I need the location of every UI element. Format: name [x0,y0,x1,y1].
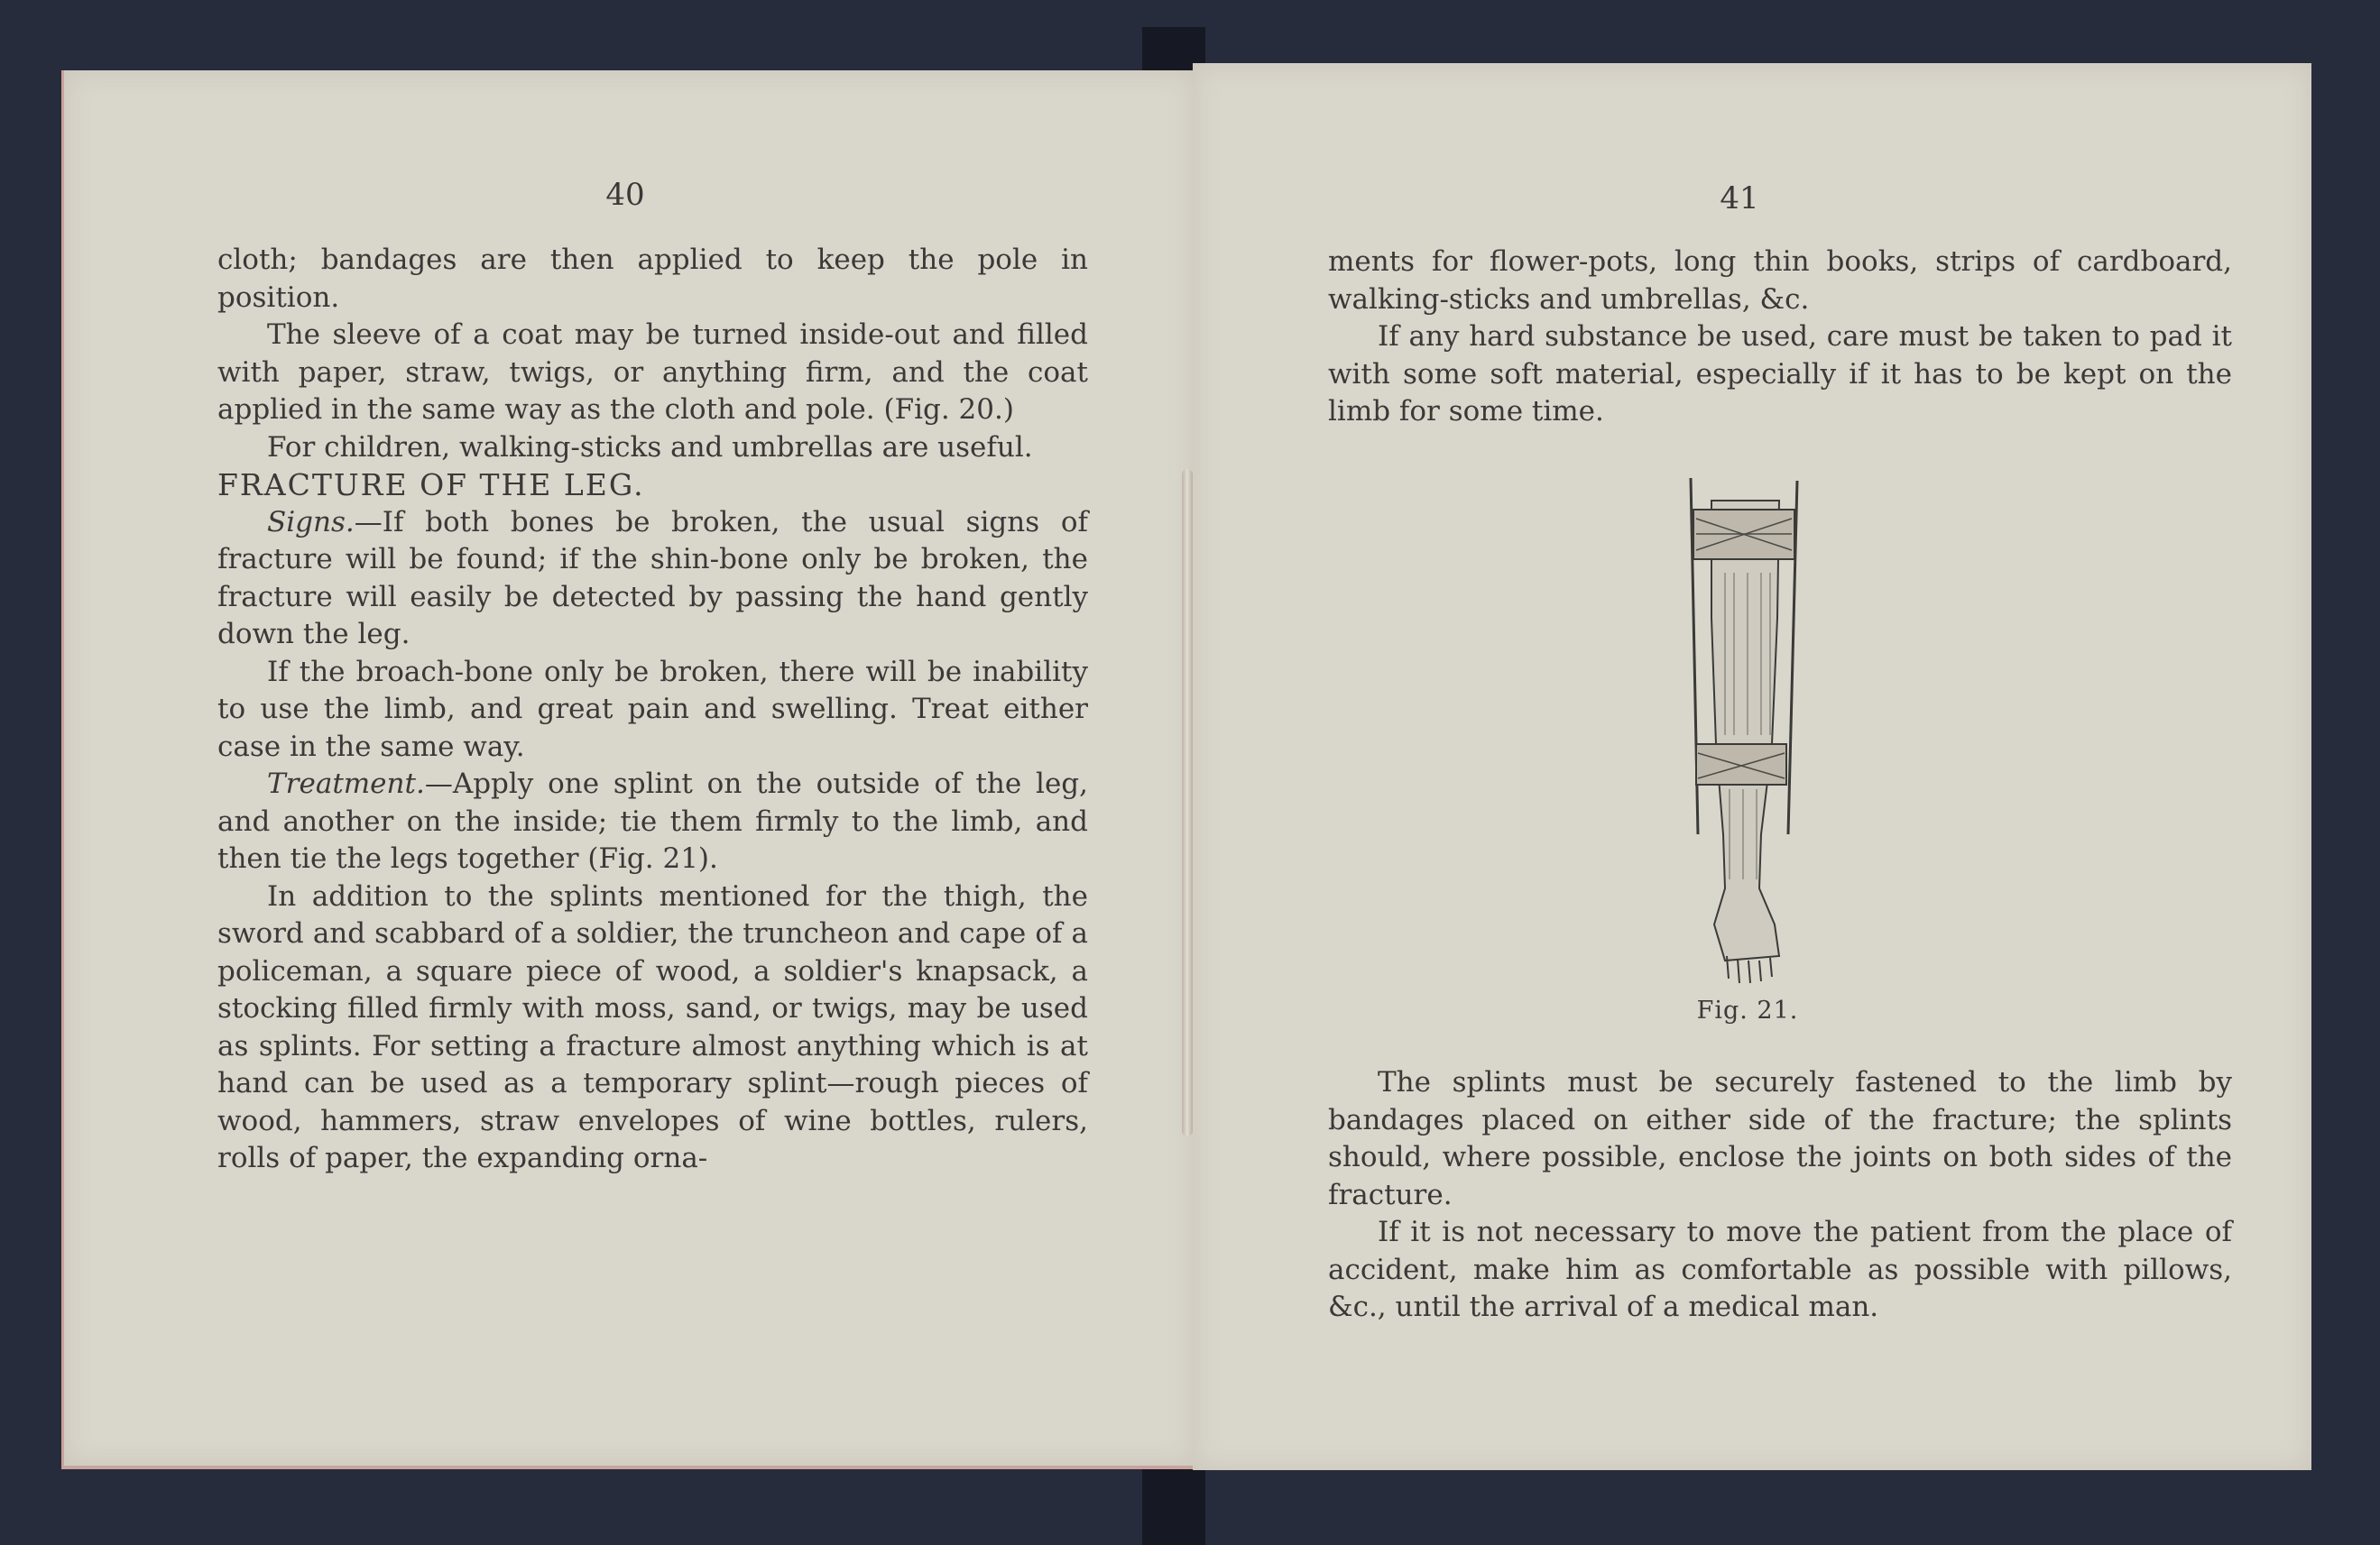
paragraph-not-necessary: If it is not necessary to move the patient from the place of accident, make him as comfortable as possible with pillows, &c., until the arrival of a medical man. [1328,1216,2232,1323]
right-page [1193,63,2311,1470]
paragraph-coat-sleeve: The sleeve of a coat may be turned inside-out and filled with paper, straw, twigs, or anything firm, and the coat applied in the same way as the cloth and pole. (Fig. 20.) [217,318,1088,426]
leg-splint-illustration [1662,474,1833,988]
paragraph-treatment [217,766,1088,878]
page-number-right: 41 [1720,180,1759,216]
paragraph-children: For children, walking-sticks and umbrellas are useful. [267,430,1033,464]
signs-text: —If both bones be broken, the usual signs of fracture will be found; if the shin-bone only be broken, the fracture will easily be detected by passing the hand gently down the leg. [217,505,1088,650]
paragraph-splints-fastened: The splints must be securely fastened to the limb by bandages placed on either side of the fracture; the splints should, where possible, enclose the joints on both sides of the fracture. [1328,1066,2232,1211]
signs-lead: Signs. [267,505,355,538]
paragraph-cloth: cloth; bandages are then applied to keep the pole in position. [217,244,1088,314]
figure-caption: Fig. 21. [1696,997,1799,1025]
treatment-text: —Apply one splint on the outside of the leg, and another on the inside; tie them firmly to the limb, and then tie the legs together (Fig. 21). [217,768,1088,875]
section-heading: FRACTURE OF THE LEG. [217,467,645,502]
treatment-lead: Treatment. [267,768,425,800]
paragraph-continuation: ments for flower-pots, long thin books, strips of cardboard, walking-sticks and umbrellas, &c. [1328,245,2232,316]
left-page-text [217,242,1088,1178]
right-page-text-upper [1328,244,2232,431]
right-page-text-lower [1328,1064,2232,1327]
gutter-fold [1182,469,1193,1136]
paragraph-signs [217,504,1088,654]
paragraph-broach-bone: If the broach-bone only be broken, there will be inability to use the limb, and great pain and swelling. Treat either case in the same way. [217,655,1088,763]
paragraph-splint-items: In addition to the splints mentioned for the thigh, the sword and scabbard of a soldier, the truncheon and cape of a policeman, a square piece of wood, a soldier's knapsack, a stocking filled firmly with moss, sand, or twigs, may be used as splints. For setting a fracture almost anything which is at hand can be used as a temporary splint—rough pieces of wood, hammers, straw envelopes of wine bottles, rulers, rolls of paper, the expanding orna- [217,879,1088,1174]
left-page [61,70,1195,1469]
page-number-left: 40 [605,177,645,213]
paragraph-hard-substance: If any hard substance be used, care must be taken to pad it with some soft material, especially if it has to be kept on the limb for some time. [1328,320,2232,428]
